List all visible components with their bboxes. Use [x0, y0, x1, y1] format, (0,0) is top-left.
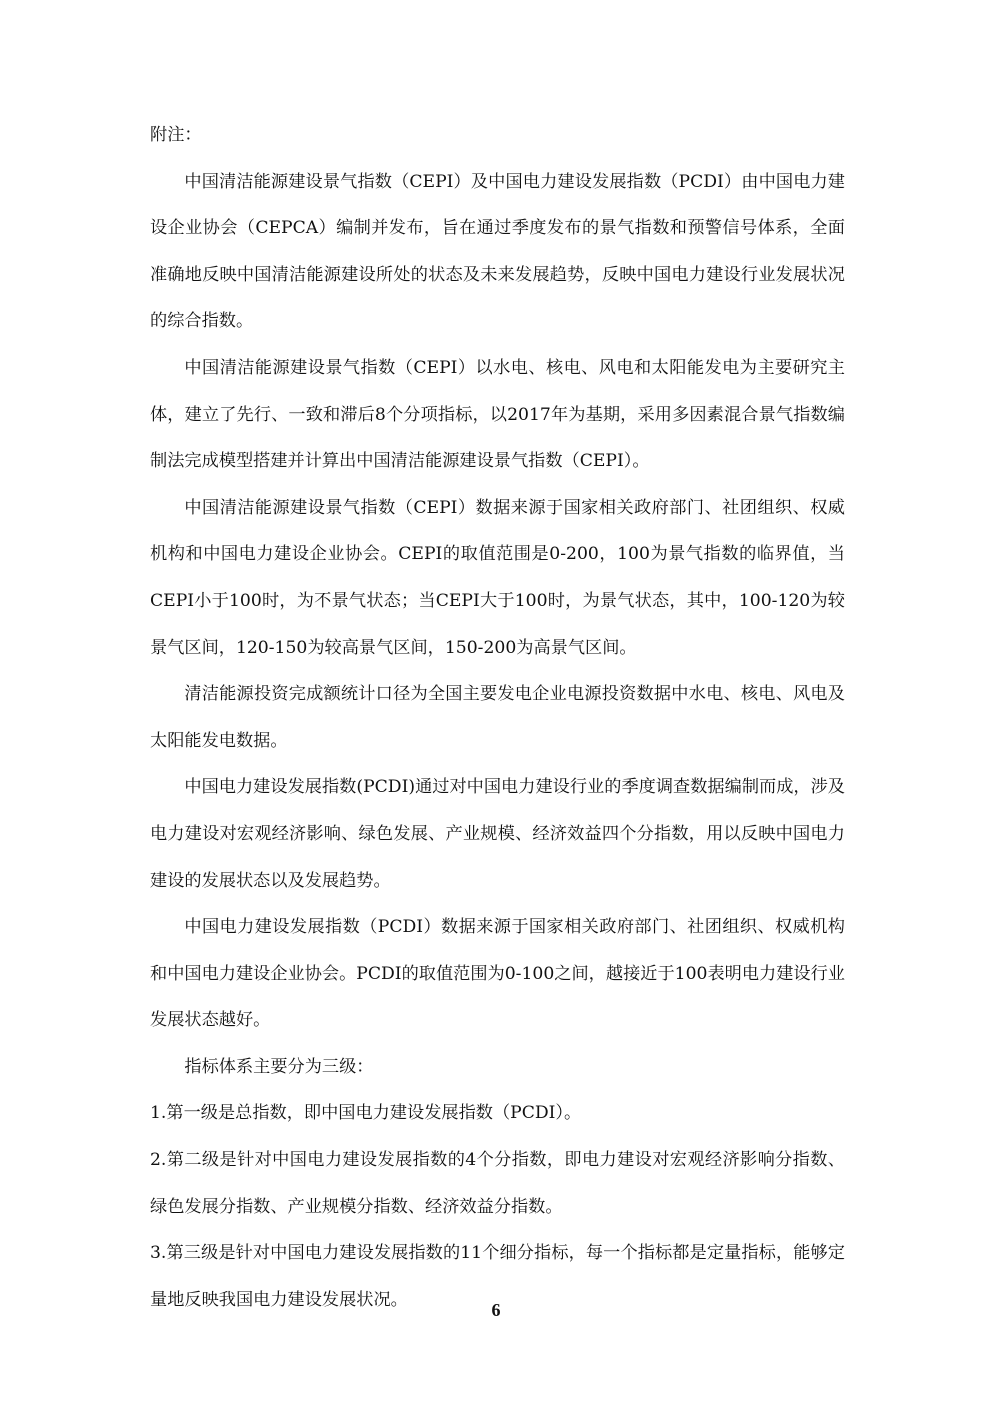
paragraph-cepi-pcdi-intro: 中国清洁能源建设景气指数（CEPI）及中国电力建设发展指数（PCDI）由中国电力建设企业协会（CEPCA）编制并发布，旨在通过季度发布的景气指数和预警信号体系，全面准确地反映中国清洁能源建设所处的状态及未来发展趋势，反映中国电力建设行业发展状况的综合指数。 [150, 171, 845, 332]
paragraph-investment-scope: 清洁能源投资完成额统计口径为全国主要发电企业电源投资数据中水电、核电、风电及太阳能发电数据。 [150, 684, 845, 751]
list-item-level-1: 1.第一级是总指数，即中国电力建设发展指数（PCDI）。 [150, 1103, 582, 1124]
paragraph-index-levels-intro: 指标体系主要分为三级： [184, 1056, 374, 1077]
paragraph-cepi-source-range: 中国清洁能源建设景气指数（CEPI）数据来源于国家相关政府部门、社团组织、权威机构和中国电力建设企业协会。CEPI的取值范围是0-200，100为景气指数的临界值，当CEPI小于100时，为不景气状态；当CEPI大于100时，为景气状态，其中，100-120为较景气区间，120-150为较高景气区间，150-200为高景气区间。 [150, 497, 845, 658]
list-item-level-2: 2.第二级是针对中国电力建设发展指数的4个分指数，即电力建设对宏观经济影响分指数、绿色发展分指数、产业规模分指数、经济效益分指数。 [150, 1150, 845, 1217]
page-number: 6 [491, 1300, 501, 1320]
notes-heading: 附注： [150, 125, 202, 145]
paragraph-pcdi-source-range: 中国电力建设发展指数（PCDI）数据来源于国家相关政府部门、社团组织、权威机构和中国电力建设企业协会。PCDI的取值范围为0-100之间，越接近于100表明电力建设行业发展状态越好。 [150, 917, 845, 1031]
paragraph-cepi-method: 中国清洁能源建设景气指数（CEPI）以水电、核电、风电和太阳能发电为主要研究主体，建立了先行、一致和滞后8个分项指标，以2017年为基期，采用多因素混合景气指数编制法完成模型搭建并计算出中国清洁能源建设景气指数（CEPI）。 [150, 357, 845, 472]
paragraph-pcdi-intro: 中国电力建设发展指数(PCDI)通过对中国电力建设行业的季度调查数据编制而成，涉及电力建设对宏观经济影响、绿色发展、产业规模、经济效益四个分指数，用以反映中国电力建设的发展状态以及发展趋势。 [150, 777, 845, 891]
list-item-level-3: 3.第三级是针对中国电力建设发展指数的11个细分指标，每一个指标都是定量指标，能够定量地反映我国电力建设发展状况。 [150, 1243, 845, 1310]
notes-body [150, 112, 845, 1323]
